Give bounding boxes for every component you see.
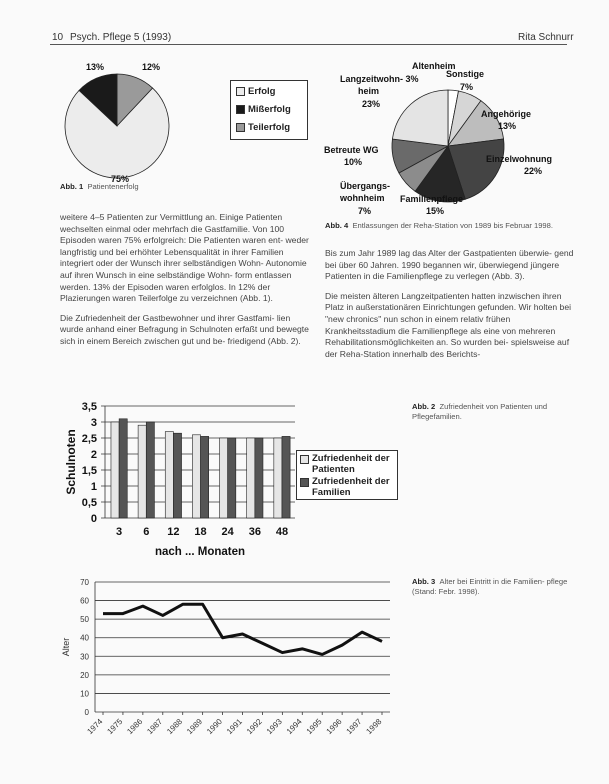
x-tick-label: 1992 [244, 717, 264, 736]
caption-text: Alter bei Eintritt in die Familien- pflege (Stand: Febr. 1998). [412, 577, 568, 596]
paragraph: Die Zufriedenheit der Gastbewohner und ihrer Gastfami- lien wurde anhand einer Befragung in Schulnoten erfaßt und bewegte sich in einem Bereich zwischen gut und be- friedigend (Abb. 2). [60, 312, 309, 346]
y-axis-label: Alter [61, 637, 71, 657]
label-einzelwohnung-pct: 22% [524, 166, 543, 176]
legend-item-teilerfolg [236, 122, 290, 133]
author-name: Rita Schnurr [518, 32, 574, 43]
y-tick-label: 3 [90, 417, 97, 429]
x-tick-label: 48 [275, 526, 289, 538]
y-tick-label: 0,5 [81, 497, 97, 509]
header-rule [50, 44, 567, 45]
x-tick-label: 24 [221, 526, 234, 538]
x-tick-label: 1995 [304, 717, 324, 736]
caption-text: Entlassungen der Reha-Station von 1989 bis Februar 1998. [352, 221, 553, 230]
legend-swatch [236, 87, 245, 96]
x-tick-label: 12 [167, 526, 180, 538]
bar-patienten-12 [165, 432, 173, 518]
bar-patienten-48 [274, 438, 282, 518]
caption-text: Zufriedenheit von Patienten und Pflegefamilien. [412, 402, 548, 421]
body-text-left [60, 212, 316, 356]
x-tick-label: 1991 [224, 717, 244, 736]
x-tick-label: 1996 [324, 717, 344, 736]
label-angehoerige-pct: 13% [498, 121, 517, 131]
y-tick-label: 1,5 [81, 465, 97, 477]
y-tick-label: 3,5 [81, 401, 97, 413]
x-tick-label: 1994 [284, 717, 304, 736]
x-tick-label: 1998 [364, 717, 384, 736]
label-langzeitwohnheim-2: heim [358, 86, 380, 96]
bar-familien-18 [201, 436, 209, 518]
legend-item-patienten [300, 453, 398, 475]
bar-familien-48 [282, 436, 290, 518]
legend-item-familien [300, 476, 398, 498]
bar-familien-12 [173, 433, 181, 518]
journal-title: Psych. Pflege 5 (1993) [70, 32, 172, 43]
caption-number: Abb. 4 [325, 221, 349, 230]
bar-familien-6 [146, 422, 154, 518]
legend-label: Zufriedenheit der Patienten [312, 453, 390, 475]
legend-swatch [236, 123, 245, 132]
x-tick-label: 1993 [264, 717, 284, 736]
y-tick-label: 1 [90, 481, 97, 493]
x-tick-label: 1989 [185, 717, 205, 736]
y-tick-label: 0 [84, 708, 89, 717]
figure-4-caption [325, 221, 575, 231]
caption-number: Abb. 1 [60, 182, 84, 191]
legend-swatch [300, 455, 309, 464]
bar-patienten-6 [138, 425, 146, 518]
pie1-label-75: 75% [111, 174, 130, 184]
figure-1-caption [60, 182, 139, 192]
paragraph: Die meisten älteren Langzeitpatienten hatten inzwischen ihren Platz in außerstationären Einrichtungen gefunden. Wir holten bei "new chronics" nun schon in einem relativ frühen Krankheitsstadium die Familienpflege als eine von mehreren Rehabilitationsmöglichkeiten an. So wurden bei- spielsweise auf der Reha-Station innerhalb des Berichts- [325, 290, 572, 359]
pie1-label-13: 13% [86, 62, 105, 72]
x-tick-label: 18 [194, 526, 207, 538]
legend-swatch [300, 478, 309, 487]
pie1-label-12: 12% [142, 62, 161, 72]
x-axis-label: nach ... Monaten [154, 546, 246, 558]
label-angehoerige: Angehörige [481, 109, 532, 119]
x-tick-label: 1987 [145, 717, 165, 736]
y-tick-label: 2,5 [81, 433, 97, 445]
line-chart-3 [55, 572, 400, 752]
label-betreute-wg: Betreute WG [324, 145, 379, 155]
caption-text: Patientenerfolg [87, 182, 139, 191]
label-langzeitwohnheim-pct: 23% [362, 99, 381, 109]
x-tick-label: 1975 [105, 717, 125, 736]
x-tick-label: 3 [116, 526, 123, 538]
label-einzelwohnung: Einzelwohnung [486, 154, 552, 164]
legend-swatch [236, 105, 245, 114]
legend-label: Zufriedenheit der Familien [312, 476, 390, 498]
figure-3-caption [412, 577, 577, 597]
figure-1 [55, 58, 315, 198]
label-sonstige: Sonstige [446, 69, 485, 79]
y-axis-label: Schulnoten [64, 429, 78, 495]
label-sonstige-pct: 7% [460, 82, 474, 92]
y-tick-label: 2 [90, 449, 97, 461]
bar-patienten-36 [247, 438, 255, 518]
label-uebergangswohnheim: Übergangs- [340, 181, 391, 191]
paragraph: Bis zum Jahr 1989 lag das Alter der Gastpatienten überwie- gend bei über 60 Jahren. 1990 begannen wir, überwiegend jüngere Patienten in die Familienpflege zu verlegen (Abb. 3). [325, 248, 574, 282]
paragraph: weitere 4–5 Patienten zur Vermittlung an. Einige Patienten wechselten einmal oder mehrfach die Gastfamilie. Von 100 Episoden waren 75% erfolgreich: Die Patienten waren ent- weder langfristig und bei erhöhter Lebensqualität in ihrer Familien integriert oder der Wunsch ihrer selbständigen Wohn- Autonomie auf ihren Wunsch in eine selbständige Wohn- form entlassen werden. 13% der Episoden waren erfolglos. In 12% der Plazierungen waren Teilerfolge zu verzeichnen (Abb. 1). [60, 212, 309, 304]
x-tick-label: 1988 [165, 717, 185, 736]
figure-4 [318, 58, 578, 218]
y-tick-label: 10 [80, 689, 89, 699]
label-uebergangswohnheim-pct: 7% [358, 206, 372, 216]
legend-label: Teilerfolg [248, 122, 291, 133]
y-tick-label: 30 [80, 652, 89, 662]
bar-familien-24 [228, 438, 236, 518]
legend-item-erfolg [236, 86, 275, 97]
bar-patienten-18 [192, 435, 200, 518]
legend-label: Erfolg [248, 86, 276, 97]
label-familienpflege-pct: 15% [426, 206, 445, 216]
x-tick-label: 1997 [344, 717, 364, 736]
bar-patienten-3 [111, 422, 119, 518]
caption-number: Abb. 3 [412, 577, 436, 586]
x-tick-label: 1974 [85, 717, 105, 736]
y-tick-label: 70 [80, 578, 89, 587]
legend-item-misserfolg [236, 104, 291, 115]
x-tick-label: 36 [248, 526, 261, 538]
bar-familien-3 [119, 419, 127, 518]
y-tick-label: 40 [80, 633, 89, 643]
figure-2-caption [412, 402, 577, 422]
y-tick-label: 20 [80, 670, 89, 680]
bar-familien-36 [255, 438, 263, 518]
x-tick-label: 6 [143, 526, 150, 538]
age-line [103, 604, 382, 654]
bar-patienten-24 [220, 438, 228, 518]
label-familienpflege: Familienpflege [400, 194, 464, 204]
x-tick-label: 1986 [125, 717, 145, 736]
y-tick-label: 50 [80, 615, 89, 625]
label-langzeitwohnheim: Langzeitwohn- 3% [340, 74, 419, 84]
label-betreute-wg-pct: 10% [344, 157, 363, 167]
y-tick-label: 60 [80, 596, 89, 606]
caption-number: Abb. 2 [412, 402, 436, 411]
legend-label: Mißerfolg [248, 104, 291, 115]
pie4-slice-7 [392, 90, 448, 146]
pie1-legend [230, 80, 308, 140]
x-tick-label: 1990 [205, 717, 224, 736]
label-altenheim: Altenheim [412, 61, 456, 71]
page-number: 10 [52, 32, 64, 43]
body-text-right [325, 248, 575, 368]
bar2-legend [296, 450, 398, 500]
label-uebergangswohnheim-2: wohnheim [340, 193, 385, 203]
y-tick-label: 0 [90, 513, 97, 525]
